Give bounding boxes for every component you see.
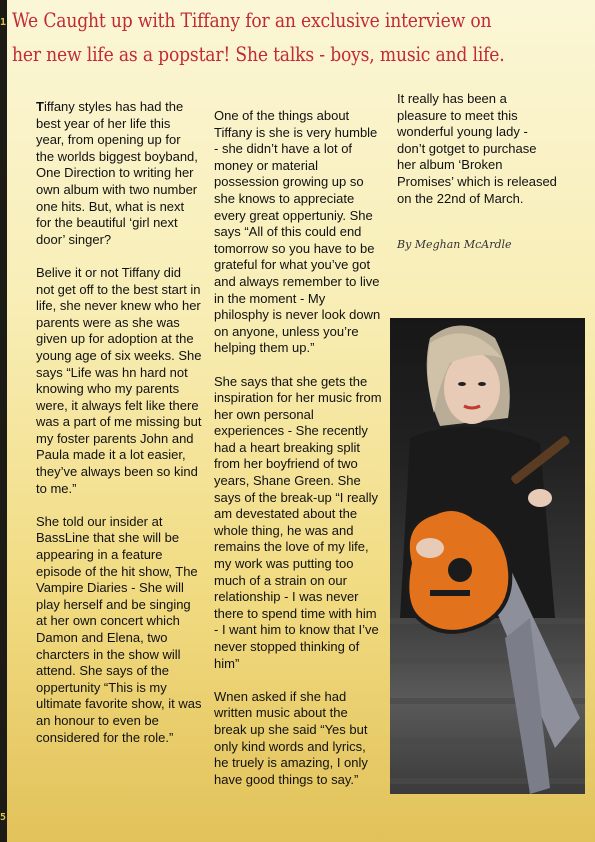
singer-photo	[390, 318, 585, 794]
drop-cap: T	[36, 99, 44, 114]
article-column-2	[214, 108, 382, 805]
column2-paragraph-3: Wnen asked if she had written music about the break up she said “Yes but only kind words and lyrics, he truely is amazing, I only have good things to say.”	[214, 688, 368, 787]
headline-line-1: We Caught up with Tiffany for an exclusive interview on	[12, 9, 492, 32]
article-column-3	[397, 91, 557, 224]
column1-paragraph-3: She told our insider at BassLine that she will be appearing in a feature episode of the hit show, The Vampire Diaries - She will play herself and be singing at her own concert which Damon and Elena, two charcters in the show will attend. She says of the oppertunity “This is my ultimate favorite show, it was an honour to even be considered for the role.”	[36, 513, 202, 745]
column1-paragraph-2: Belive it or not Tiffany did not get off to the best start in life, she never knew who her parents were as she was given up for adoption at the young age of six weeks. She says “Life was hn hard not knowing who my parents were, it always felt like there was a part of me missing but my foster parents John and Paula made it a lot easier, they’ve always been so kind to me.”	[36, 264, 202, 496]
byline-signature: By Meghan McArdle	[397, 238, 512, 251]
column1-paragraph-1	[36, 99, 202, 248]
column1-paragraph-1-text: iffany styles has had the best year of her life this year, from opening up for the worlds biggest boyband, One Direction to writing her own album with two number one hits. But, what is next for the beautiful ‘girl next door’ singer?	[36, 99, 198, 247]
left-edge-strip	[0, 0, 7, 842]
page-number-top: 1	[0, 17, 7, 28]
article-column-1	[36, 99, 202, 763]
column3-paragraph-1: It really has been a pleasure to meet this wonderful young lady - don’t gotget to purchase her album ‘Broken Promises’ which is released on the 22nd of March.	[397, 91, 557, 206]
column2-paragraph-1: One of the things about Tiffany is she is very humble - she didn’t have a lot of money or material possession growing up so she knows to appreciate every great oppertuniy. She says “All of this could end tomorrow so you have to be grateful for what you’ve got and always remember to live in the moment - My philosphy is never look down on anyone, unless you’re helping them up.”	[214, 108, 381, 356]
column2-paragraph-2: She says that she gets the inspiration for her music from her own personal experiences - She recently had a heart breaking split from her boyfriend of two years, Shane Green. She says of the break-up “I really am devestated about the whole thing, he was and remains the love of my life, my work was putting too much of a strain on our relationship - I was never there to spend time with him - I want him to know that I’ve never stopped thinking of him”	[214, 373, 382, 671]
singer-with-guitar-illustration	[390, 318, 585, 794]
headline	[12, 4, 527, 72]
headline-line-2: her new life as a popstar! She talks - boys, music and life.	[12, 43, 505, 66]
page-number-bottom: 5	[0, 812, 7, 823]
